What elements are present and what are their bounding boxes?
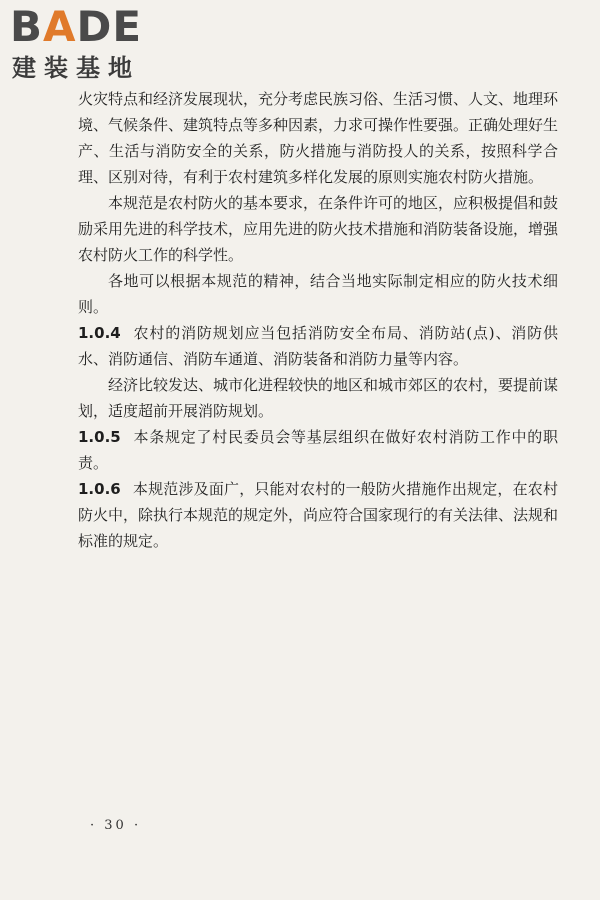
clause-number: 1.0.6 xyxy=(78,480,121,498)
logo-letter-b: B xyxy=(10,2,44,51)
paragraph-planning xyxy=(78,372,558,424)
logo-letters-de: DE xyxy=(76,2,143,51)
clause-1-0-5 xyxy=(78,424,558,476)
clause-text: 农村的消防规划应当包括消防安全布局、消防站(点)、消防供水、消防通信、消防车通道、消防装备和消防力量等内容。 xyxy=(78,324,558,368)
logo-subtitle: 建装基地 xyxy=(12,54,140,82)
page-number: · 30 · xyxy=(90,818,142,833)
paragraph-basic-requirement xyxy=(78,190,558,268)
clause-number: 1.0.4 xyxy=(78,324,121,342)
paragraph-text: 本规范是农村防火的基本要求，在条件许可的地区，应积极提倡和鼓励采用先进的科学技术，应用先进的防火技术措施和消防装备设施，增强农村防火工作的科学性。 xyxy=(78,194,559,264)
clause-1-0-6 xyxy=(78,476,558,554)
document-body xyxy=(78,86,558,554)
paragraph-text: 经济比较发达、城市化进程较快的地区和城市郊区的农村，要提前谋划，适度超前开展消防规划。 xyxy=(78,376,559,420)
bade-logo xyxy=(10,4,180,84)
paragraph-local-rules xyxy=(78,268,558,320)
logo-letter-a: A xyxy=(43,2,77,51)
paragraph-continuation xyxy=(78,86,558,190)
clause-text: 本规范涉及面广，只能对农村的一般防火措施作出规定，在农村防火中，除执行本规范的规定外，尚应符合国家现行的有关法律、法规和标准的规定。 xyxy=(78,480,559,550)
paragraph-text: 火灾特点和经济发展现状，充分考虑民族习俗、生活习惯、人文、地理环境、气候条件、建筑特点等多种因素，力求可操作性要强。正确处理好生产、生活与消防安全的关系，防火措施与消防投人的关系，按照科学合理、区别对待，有利于农村建筑多样化发展的原则实施农村防火措施。 xyxy=(78,90,559,186)
paragraph-text: 各地可以根据本规范的精神，结合当地实际制定相应的防火技术细则。 xyxy=(78,272,558,316)
logo-wordmark xyxy=(10,4,142,50)
clause-text: 本条规定了村民委员会等基层组织在做好农村消防工作中的职责。 xyxy=(78,428,558,472)
clause-1-0-4 xyxy=(78,320,558,372)
clause-number: 1.0.5 xyxy=(78,428,121,446)
